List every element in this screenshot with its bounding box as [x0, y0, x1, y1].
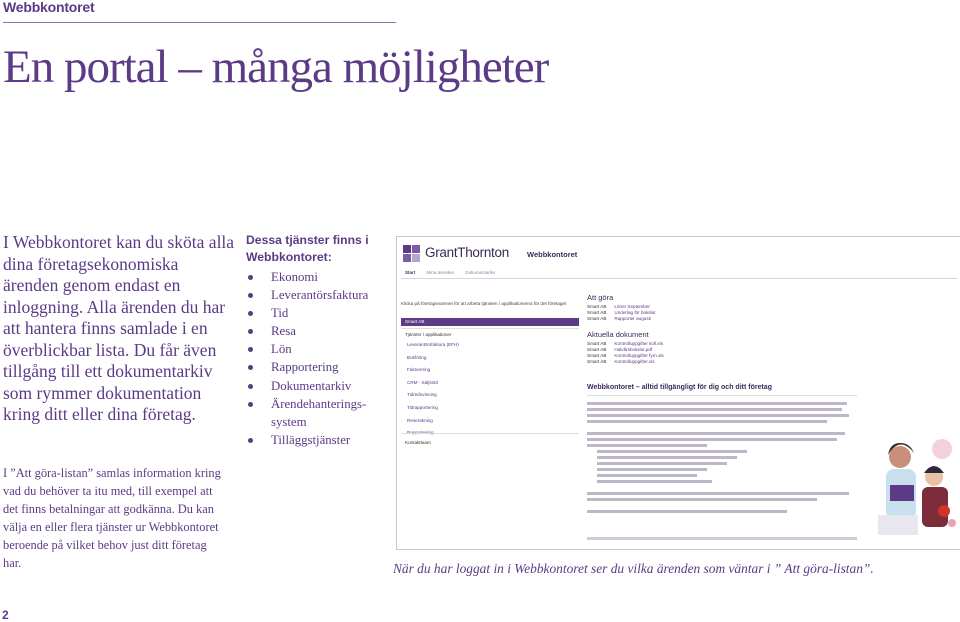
- screenshot-nav: [405, 270, 505, 275]
- screenshot-documents-title: Aktuella dokument: [587, 330, 649, 339]
- screenshot-intro: Klicka på företagsnamnet för att arbeta tjänsten / applikationerna för det företaget: [401, 301, 567, 306]
- body-paragraph: I ”Att göra-listan” samlas information kring vad du behöver ta itu med, till exempel att det finns betalningar att godkänna. Du kan välja en eller flera tjänster ur Webbkontoret beroende på vilket behov just ditt företag har.: [3, 466, 221, 570]
- screenshot-document-row: Smart AB Kontrolluppgifter.xls: [587, 359, 655, 364]
- screenshot-footer-bar: [587, 537, 857, 540]
- screenshot-link: Fakturering: [407, 367, 431, 373]
- page-title: En portal – många möjligheter: [3, 41, 549, 93]
- screenshot-todo-title: Att göra: [587, 293, 614, 302]
- screenshot-document-row: Smart AB Kontrolluppgifter koll.xls: [587, 341, 663, 346]
- screenshot-divider: [401, 433, 579, 434]
- screenshot-document-row: Smart AB Halvårsbokslut.pdf: [587, 347, 653, 352]
- screenshot-link: CRM - Säljstöd: [407, 379, 438, 385]
- screenshot-divider: [401, 278, 957, 279]
- screenshot-body-text-placeholder: [587, 402, 855, 516]
- portal-screenshot: [396, 236, 960, 550]
- screenshot-nav-mina-arenden: Mina ärenden: [426, 270, 455, 275]
- screenshot-service-links: [407, 339, 459, 440]
- screenshot-banner: Webbkontoret – alltid tillgängligt för dig och ditt företag: [587, 384, 772, 391]
- screenshot-right-panel: [587, 293, 767, 365]
- page-number: 2: [2, 608, 9, 622]
- screenshot-nav-dokumentarkiv: Dokumentarkiv: [465, 270, 496, 275]
- screenshot-link: Leverantörsfaktura (EFH): [407, 342, 459, 347]
- illustration-people-icon: [872, 427, 958, 542]
- screenshot-link: Reseräkning: [407, 417, 433, 423]
- screenshot-divider: [587, 395, 857, 396]
- screenshot-todo-row: Smart AB Rapporter augusti: [587, 316, 651, 321]
- services-box: [246, 232, 396, 449]
- screenshot-todo-row: Smart AB Löner September: [587, 304, 650, 309]
- header-title: Webbkontoret: [3, 0, 95, 15]
- screenshot-link: Tidrapportering: [407, 404, 438, 410]
- header-rule: [3, 22, 396, 23]
- service-item: Dokumentarkiv: [246, 377, 396, 395]
- screenshot-brand: GrantThornton: [425, 245, 509, 260]
- service-item: Ekonomi: [246, 268, 396, 286]
- service-item: Leverantörsfaktura: [246, 286, 396, 304]
- service-item: Lön: [246, 340, 396, 358]
- service-item: Ärendehanterings- system: [246, 395, 396, 431]
- screenshot-contact: Kontaktteam: [405, 440, 431, 445]
- service-item: Resa: [246, 322, 396, 340]
- services-list: [246, 268, 396, 449]
- screenshot-todo-row: Smart AB Underlag för bokslut: [587, 310, 656, 315]
- screenshot-services-label: Tjänster / applikationer: [405, 332, 452, 337]
- figure-caption: När du har loggat in i Webbkontoret ser du vilka ärenden som väntar i ” Att göra-listan”.: [393, 561, 874, 576]
- screenshot-nav-start: Start: [405, 270, 416, 275]
- screenshot-link: Tidredovisning: [407, 392, 437, 398]
- screenshot-company-bar: Smart AB: [401, 318, 579, 326]
- screenshot-link: Bokföring: [407, 354, 427, 360]
- service-item: Tid: [246, 304, 396, 322]
- grant-thornton-logo-icon: [403, 245, 421, 263]
- intro-paragraph: I Webbkontoret kan du sköta alla dina företagsekonomiska ärenden genom endast en inloggning. Alla ärenden du har att hantera finns samlade i en överblickbar lista. Du får även tillgång till ett dokumentarkiv som rymmer dokumentation kring ditt eller dina företag.: [3, 232, 235, 424]
- service-item: Rapportering: [246, 358, 396, 376]
- service-item: Tilläggstjänster: [246, 431, 396, 449]
- screenshot-document-row: Smart AB Kontrolluppgifter fyrn.xls: [587, 353, 664, 358]
- services-heading: Dessa tjänster finns i Webbkontoret:: [246, 233, 369, 264]
- screenshot-divider: [401, 328, 579, 329]
- screenshot-portal-label: Webbkontoret: [527, 250, 578, 259]
